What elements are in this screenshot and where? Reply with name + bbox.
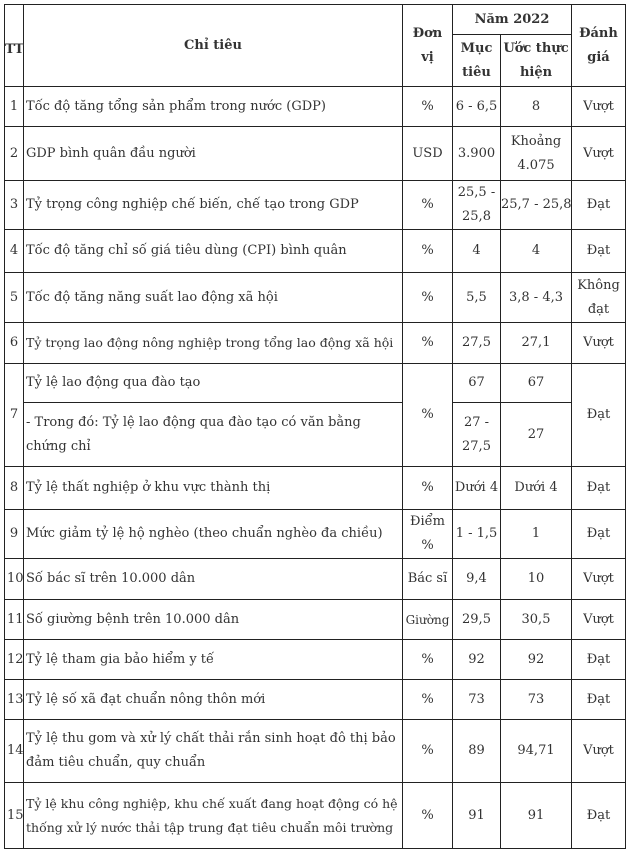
evaluation: Đạt [572,640,626,680]
header-actual: Ước thực hiện [501,35,572,87]
table-row [5,323,626,364]
unit: USD [403,127,453,181]
row-number: 1 [5,87,24,127]
table-row [5,181,626,230]
row-number: 6 [5,323,24,364]
target-value: 29,5 [453,600,501,640]
evaluation: Vượt [572,87,626,127]
row-number: 7 [5,364,24,467]
table-row [5,87,626,127]
evaluation: Đạt [572,230,626,273]
indicator-name: Tỷ trọng lao động nông nghiệp trong tổng lao động xã hội [24,323,403,364]
indicator-name: Tốc độ tăng tổng sản phẩm trong nước (GDP) [24,87,403,127]
row-number: 14 [5,720,24,783]
unit: % [403,230,453,273]
table-row [5,783,626,849]
evaluation: Đạt [572,510,626,559]
actual-value: 92 [501,640,572,680]
actual-value: 94,71 [501,720,572,783]
target-value: 4 [453,230,501,273]
actual-value: 73 [501,680,572,720]
target-value: 1 - 1,5 [453,510,501,559]
target-value: 3.900 [453,127,501,181]
sub-target-value: 27 - 27,5 [453,403,501,467]
unit: Điểm % [403,510,453,559]
indicator-name: Tỷ trọng công nghiệp chế biến, chế tạo trong GDP [24,181,403,230]
evaluation: Vượt [572,323,626,364]
row-number: 11 [5,600,24,640]
evaluation: Đạt [572,364,626,467]
indicator-name: Tỷ lệ lao động qua đào tạo [24,364,403,403]
evaluation: Đạt [572,181,626,230]
table-row [5,680,626,720]
unit: Bác sĩ [403,559,453,600]
row-number: 3 [5,181,24,230]
unit: % [403,640,453,680]
actual-value: 10 [501,559,572,600]
evaluation: Đạt [572,467,626,510]
unit: % [403,720,453,783]
actual-value: 1 [501,510,572,559]
target-value: 67 [453,364,501,403]
indicator-name: Mức giảm tỷ lệ hộ nghèo (theo chuẩn nghèo đa chiều) [24,510,403,559]
row-number: 2 [5,127,24,181]
table-row [5,273,626,323]
actual-value: 8 [501,87,572,127]
header-target: Mục tiêu [453,35,501,87]
header-unit: Đơn vị [403,5,453,87]
actual-value: 27,1 [501,323,572,364]
table-row [5,230,626,273]
evaluation: Vượt [572,600,626,640]
unit: % [403,680,453,720]
indicator-name: Tỷ lệ thu gom và xử lý chất thải rắn sinh hoạt đô thị bảo đảm tiêu chuẩn, quy chuẩn [24,720,403,783]
target-value: Dưới 4 [453,467,501,510]
row-number: 4 [5,230,24,273]
row-number: 12 [5,640,24,680]
actual-value: Khoảng 4.075 [501,127,572,181]
row-number: 13 [5,680,24,720]
target-value: 25,5 - 25,8 [453,181,501,230]
unit: % [403,323,453,364]
target-value: 27,5 [453,323,501,364]
indicator-name: GDP bình quân đầu người [24,127,403,181]
evaluation: Vượt [572,720,626,783]
indicator-name: Số giường bệnh trên 10.000 dân [24,600,403,640]
unit: % [403,273,453,323]
target-value: 89 [453,720,501,783]
target-value: 73 [453,680,501,720]
target-value: 92 [453,640,501,680]
actual-value: 91 [501,783,572,849]
header-year-group: Năm 2022 [453,5,572,35]
table-row [5,510,626,559]
unit: % [403,87,453,127]
target-value: 91 [453,783,501,849]
row-number: 15 [5,783,24,849]
table-row [5,127,626,181]
target-value: 6 - 6,5 [453,87,501,127]
target-value: 5,5 [453,273,501,323]
unit: % [403,783,453,849]
indicator-name: Tỷ lệ số xã đạt chuẩn nông thôn mới [24,680,403,720]
unit: % [403,181,453,230]
table-row [5,364,626,403]
actual-value: 3,8 - 4,3 [501,273,572,323]
header-tt: TT [5,5,24,87]
actual-value: 4 [501,230,572,273]
row-number: 8 [5,467,24,510]
indicator-name: Tỷ lệ thất nghiệp ở khu vực thành thị [24,467,403,510]
indicator-name: Tốc độ tăng chỉ số giá tiêu dùng (CPI) bình quân [24,230,403,273]
indicator-name: Tỷ lệ khu công nghiệp, khu chế xuất đang hoạt động có hệ thống xử lý nước thải tập trung đạt tiêu chuẩn môi trường [24,783,403,849]
unit: Giường [403,600,453,640]
row-number: 5 [5,273,24,323]
evaluation: Vượt [572,127,626,181]
unit: % [403,364,453,467]
actual-value: Dưới 4 [501,467,572,510]
evaluation: Vượt [572,559,626,600]
table-row [5,640,626,680]
indicator-name: Số bác sĩ trên 10.000 dân [24,559,403,600]
header-indicator: Chỉ tiêu [24,5,403,87]
row-number: 10 [5,559,24,600]
row-number: 9 [5,510,24,559]
actual-value: 30,5 [501,600,572,640]
evaluation: Đạt [572,783,626,849]
sub-actual-value: 27 [501,403,572,467]
indicator-name: Tốc độ tăng năng suất lao động xã hội [24,273,403,323]
actual-value: 67 [501,364,572,403]
sub-indicator-name: - Trong đó: Tỷ lệ lao động qua đào tạo có văn bằng chứng chỉ [24,403,403,467]
table-row [5,600,626,640]
table-subrow [5,403,626,467]
table-row [5,467,626,510]
indicators-table [4,4,626,849]
unit: % [403,467,453,510]
actual-value: 25,7 - 25,8 [501,181,572,230]
header-evaluation: Đánh giá [572,5,626,87]
target-value: 9,4 [453,559,501,600]
evaluation: Đạt [572,680,626,720]
evaluation: Không đạt [572,273,626,323]
table-row [5,559,626,600]
indicator-name: Tỷ lệ tham gia bảo hiểm y tế [24,640,403,680]
table-row [5,720,626,783]
